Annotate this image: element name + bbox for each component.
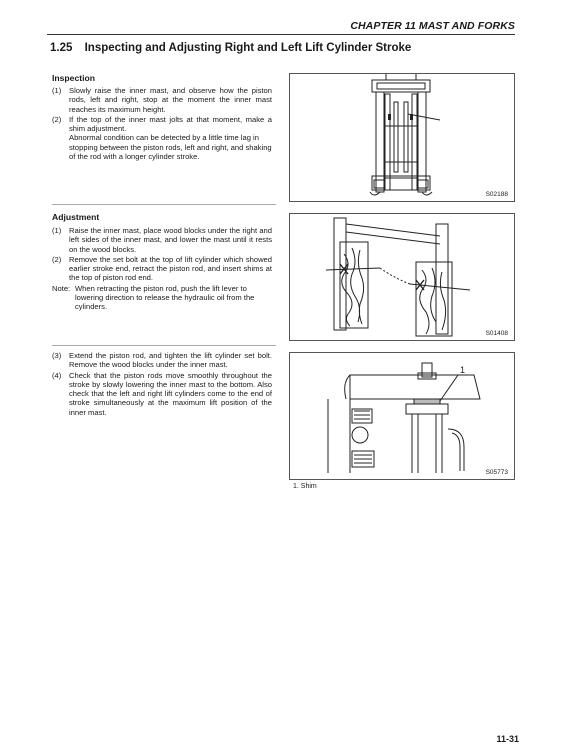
section-divider bbox=[52, 345, 276, 346]
section-title-text: Inspecting and Adjusting Right and Left Lift Cylinder Stroke bbox=[84, 42, 412, 54]
note-label: Note: bbox=[52, 283, 71, 293]
header-rule bbox=[47, 34, 515, 35]
figure-mast-inspection bbox=[289, 73, 515, 202]
adjustment-list bbox=[52, 226, 272, 312]
figure-wood-blocks bbox=[289, 213, 515, 341]
shim-illustration bbox=[290, 353, 514, 479]
item-number: (4) bbox=[52, 370, 62, 380]
inspection-heading: Inspection bbox=[52, 73, 95, 83]
list-item bbox=[52, 86, 272, 114]
figure-code: S05773 bbox=[485, 469, 508, 476]
shim-callout-number: 1 bbox=[460, 365, 466, 375]
section-divider bbox=[52, 204, 276, 205]
list-item bbox=[52, 255, 272, 283]
adjustment-list-continued bbox=[52, 351, 272, 418]
item-text: If the top of the inner mast jolts at that moment, make a shim adjustment. bbox=[69, 114, 272, 134]
list-item bbox=[52, 351, 272, 370]
list-item bbox=[52, 371, 272, 417]
list-item bbox=[52, 226, 272, 254]
list-item bbox=[52, 115, 272, 161]
inspection-list bbox=[52, 86, 272, 162]
note bbox=[52, 284, 272, 312]
adjustment-heading: Adjustment bbox=[52, 212, 100, 222]
section-number: 1.25 bbox=[50, 42, 73, 54]
figure-caption: 1. Shim bbox=[293, 483, 317, 490]
section-title bbox=[50, 42, 411, 54]
item-text: Extend the piston rod, and tighten the lift cylinder set bolt. Remove the wood blocks under the inner mast. bbox=[69, 351, 272, 370]
item-number: (2) bbox=[52, 254, 62, 264]
item-number: (2) bbox=[52, 114, 62, 124]
item-text: Remove the set bolt at the top of lift cylinder which showed earlier stroke end, retract the piston rod, and insert shims at the top of piston rod end. bbox=[69, 254, 272, 283]
item-text: Raise the inner mast, place wood blocks under the right and left sides of the inner mast, and lower the mast until it rests on the wood blocks. bbox=[69, 226, 272, 254]
item-extra-text: Abnormal condition can be detected by a little time lag in stopping between the piston rods, left and right, and shaking of the rod with a longer cylinder stroke. bbox=[69, 133, 272, 162]
item-text: Check that the piston rods move smoothly throughout the stroke by slowly lowering the inner mast to the bottom. Also check that the left and right lift cylinders come to the end of stroke simultaneously at the maximum lift position of the inner mast. bbox=[69, 370, 272, 417]
mast-illustration bbox=[290, 74, 514, 201]
figure-shim bbox=[289, 352, 515, 480]
note-text: When retracting the piston rod, push the lift lever to lowering direction to release the hydraulic oil from the cylinders. bbox=[75, 283, 255, 312]
item-number: (1) bbox=[52, 226, 62, 235]
page-number: 11-31 bbox=[496, 734, 519, 744]
item-text: Slowly raise the inner mast, and observe how the piston rods, left and right, stop at the moment the inner mast reaches its maximum height. bbox=[69, 86, 272, 114]
item-number: (3) bbox=[52, 351, 62, 360]
figure-code: S02188 bbox=[485, 191, 508, 198]
item-number: (1) bbox=[52, 86, 62, 95]
figure-code: S01408 bbox=[485, 330, 508, 337]
wood-blocks-illustration bbox=[290, 214, 514, 340]
chapter-header: CHAPTER 11 MAST AND FORKS bbox=[350, 20, 515, 32]
